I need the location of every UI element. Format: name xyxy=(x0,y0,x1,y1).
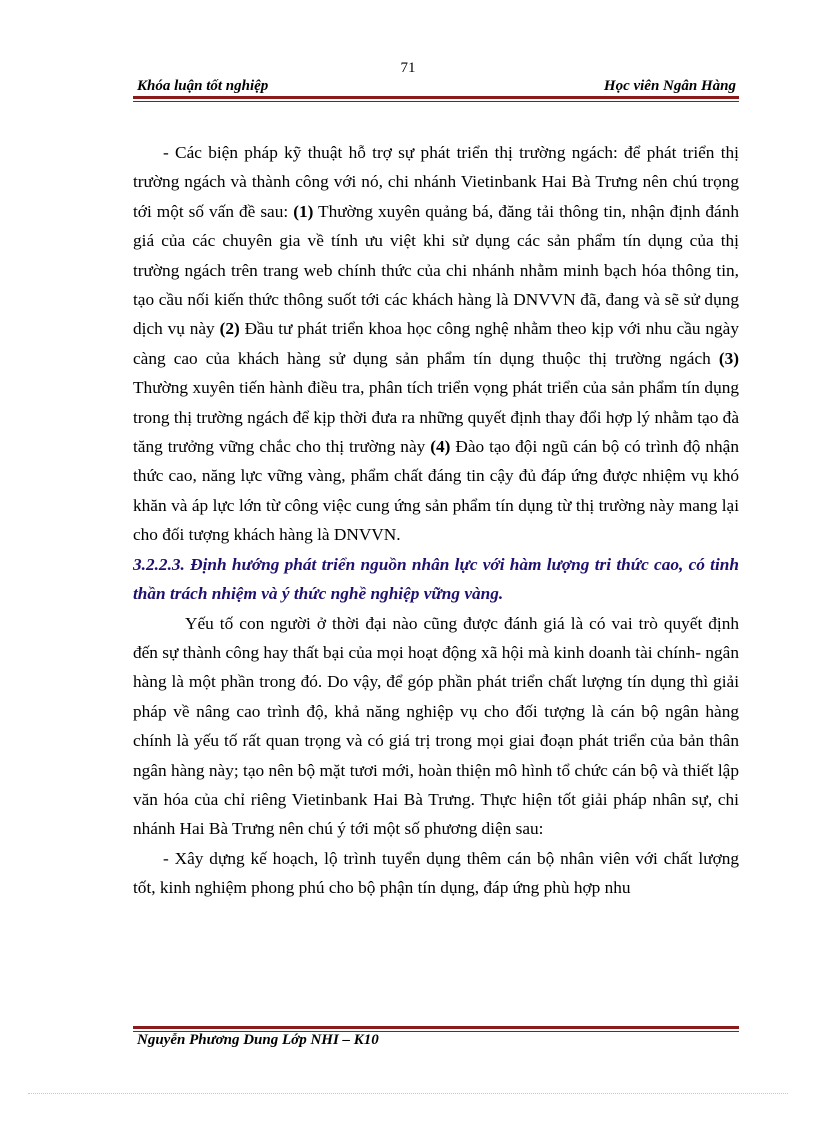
page-number: 71 xyxy=(400,60,416,76)
section-heading: 3.2.2.3. Định hướng phát triển nguồn nhân lực với hàm lượng tri thức cao, có tinh thần trách nhiệm và ý thức nghề nghiệp vững vàng. xyxy=(133,554,739,604)
footer-author: Nguyễn Phương Dung Lớp NHI – K10 xyxy=(137,1032,379,1048)
item-number: (1) xyxy=(293,201,314,221)
page-bottom-dotted-line xyxy=(28,1093,788,1094)
item-number: (4) xyxy=(430,437,451,457)
header-rule-thick xyxy=(133,96,739,99)
item-number: (3) xyxy=(718,348,739,368)
paragraph-niche-market: - Các biện pháp kỹ thuật hỗ trợ sự phát triển thị trường ngách: để phát triển thị trường ngách và thành công với nó, chi nhánh Vietinbank Hai Bà Trưng nên chú trọng tới một số vấn đề sau: (1) Thường xuyên quảng bá, đăng tải thông tin, nhận định đánh giá của các chuyên gia về tính ưu việt khi sử dụng các sản phẩm tín dụng của thị trường ngách trên trang web chính thức của chi nhánh nhằm minh bạch hóa thông tin, tạo cầu nối kiến thức thông suốt tới các khách hàng là DNVVN đã, đang và sẽ sử dụng dịch vụ này (2) Đầu tư phát triển khoa học công nghệ nhằm theo kịp với nhu cầu ngày càng cao của khách hàng sử dụng sản phẩm tín dụng thuộc thị trường ngách (3) Thường xuyên tiến hành điều tra, phân tích triển vọng phát triển của sản phẩm tín dụng trong thị trường ngách để kịp thời đưa ra những quyết định thay đổi hợp lý nhằm tạo đà tăng trưởng vững chắc cho thị trường này (4) Đào tạo đội ngũ cán bộ có trình độ nhận thức cao, năng lực vững vàng, phẩm chất đáng tin cậy đủ đáp ứng được nhiệm vụ khó khăn và áp lực lớn từ công việc cung ứng sản phẩm tín dụng từ thị trường này mang lại cho đối tượng khách hàng là DNVVN. xyxy=(133,143,739,545)
header-right-title: Học viên Ngân Hàng xyxy=(603,78,736,94)
header-left-title: Khóa luận tốt nghiệp xyxy=(137,78,269,94)
paragraph-recruitment: - Xây dựng kế hoạch, lộ trình tuyển dụng thêm cán bộ nhân viên với chất lượng tốt, kinh nghiệm phong phú cho bộ phận tín dụng, đáp ứng phù hợp nhu xyxy=(133,848,739,898)
paragraph-human-resources: Yếu tố con người ở thời đại nào cũng được đánh giá là có vai trò quyết định đến sự thành công hay thất bại của mọi hoạt động xã hội mà kinh doanh tài chính- ngân hàng là một phần trong đó. Do vậy, để góp phần phát triển chất lượng tín dụng thì giải pháp về nâng cao trình độ, khả năng nghiệp vụ cho đối tượng là cán bộ ngân hàng chính là yếu tố rất quan trọng và có giá trị trong mọi giai đoạn phát triển của bản thân ngân hàng này; tạo nên bộ mặt tươi mới, hoàn thiện mô hình tổ chức cán bộ và thiết lập văn hóa của chỉ riêng Vietinbank Hai Bà Trưng. Thực hiện tốt giải pháp nhân sự, chi nhánh Hai Bà Trưng nên chú ý tới một số phương diện sau: xyxy=(133,613,739,839)
header-rule-thin xyxy=(133,101,739,102)
content xyxy=(133,138,739,903)
footer-rule-thick xyxy=(133,1026,739,1029)
item-number: (2) xyxy=(219,319,240,339)
